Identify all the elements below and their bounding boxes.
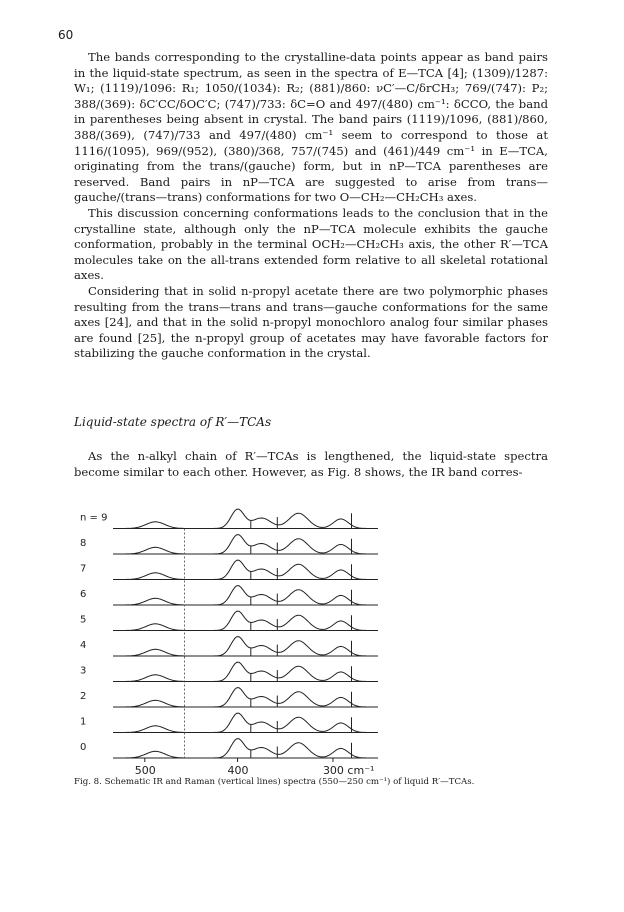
section-heading: Liquid-state spectra of R′—TCAs bbox=[74, 415, 272, 429]
body-text bbox=[74, 50, 548, 362]
figure-caption: Fig. 8. Schematic IR and Raman (vertical lines) spectra (550—250 cm⁻¹) of liquid R′—TCAs. bbox=[74, 777, 475, 787]
row-label: 3 bbox=[80, 665, 87, 677]
ir-spectrum bbox=[113, 535, 377, 554]
x-tick-label: 500 bbox=[134, 764, 156, 777]
ir-spectrum bbox=[113, 560, 377, 579]
row-label: 7 bbox=[80, 563, 87, 575]
paragraph-2: This discussion concerning conformations leads to the conclusion that in the crystalline state, although only the nP—TCA molecule exhibits the gauche conformation, probably in the terminal OCH₂—CH₂CH₃ axis, the other R′—TCA molecules take on the all-trans extended form relative to all skeletal rotational axes. bbox=[74, 205, 548, 283]
row-label: 1 bbox=[80, 716, 87, 728]
x-tick-label: 400 bbox=[227, 764, 249, 777]
row-label: 4 bbox=[80, 640, 87, 651]
ir-spectrum bbox=[113, 611, 377, 630]
row-label: 6 bbox=[80, 589, 87, 600]
ir-spectrum bbox=[113, 637, 377, 656]
paragraph-1: The bands corresponding to the crystalline-data points appear as band pairs in the liquid-state spectrum, as seen in the spectra of E—TCA [4]; (1309)/1287: W₁; (1119)/1096: R₁; 1050/(1034): R₂; (881)/860: νC′—C/δrCH₃; 769/(747): P₂; 388/(369): δC′CC/δOC′C; (747)/733: δC=O and 497/(480) cm⁻¹: δCCO, the band in parentheses being absent in crystal. The band pairs (1119)/1096, (881)/860, 388/(369), (747)/733 and 497/(480) cm⁻¹ seem to correspond to those at 1116/(1095), 969/(952), (380)/368, 757/(745) and (461)/449 cm⁻¹ in E—TCA, originating from the trans/(gauche) form, but in nP—TCA parentheses are reserved. Band pairs in nP—TCA are suggested to arise from trans—gauche/(trans—trans) conformations for two O—CH₂—CH₂CH₃ axes. bbox=[74, 50, 548, 205]
row-label: 0 bbox=[80, 742, 87, 753]
spectra-figure bbox=[78, 495, 548, 785]
x-tick-label: 300 cm⁻¹ bbox=[322, 764, 375, 777]
ir-spectrum bbox=[113, 509, 377, 528]
ir-spectrum bbox=[113, 688, 377, 707]
row-label: 2 bbox=[80, 691, 87, 702]
ir-spectrum bbox=[113, 586, 377, 605]
paragraph-4: As the n-alkyl chain of R′—TCAs is lengthened, the liquid-state spectra become similar to each other. However, as Fig. 8 shows, the IR band corres- bbox=[74, 449, 548, 479]
paragraph-3: Considering that in solid n-propyl acetate there are two polymorphic phases resulting from the trans—trans and trans—gauche conformations for the same axes [24], and that in the solid n-propyl monochloro analog four similar phases are found [25], the n-propyl group of acetates may have favorable factors for stabilizing the gauche conformation in the crystal. bbox=[74, 283, 548, 361]
row-label: n = 9 bbox=[80, 512, 108, 524]
ir-spectrum bbox=[113, 713, 377, 732]
figure-8 bbox=[78, 495, 548, 785]
page-number: 60 bbox=[58, 28, 74, 42]
row-label: 8 bbox=[80, 538, 87, 549]
ir-spectrum bbox=[113, 739, 377, 758]
ir-spectrum bbox=[113, 662, 377, 681]
row-label: 5 bbox=[80, 614, 87, 626]
